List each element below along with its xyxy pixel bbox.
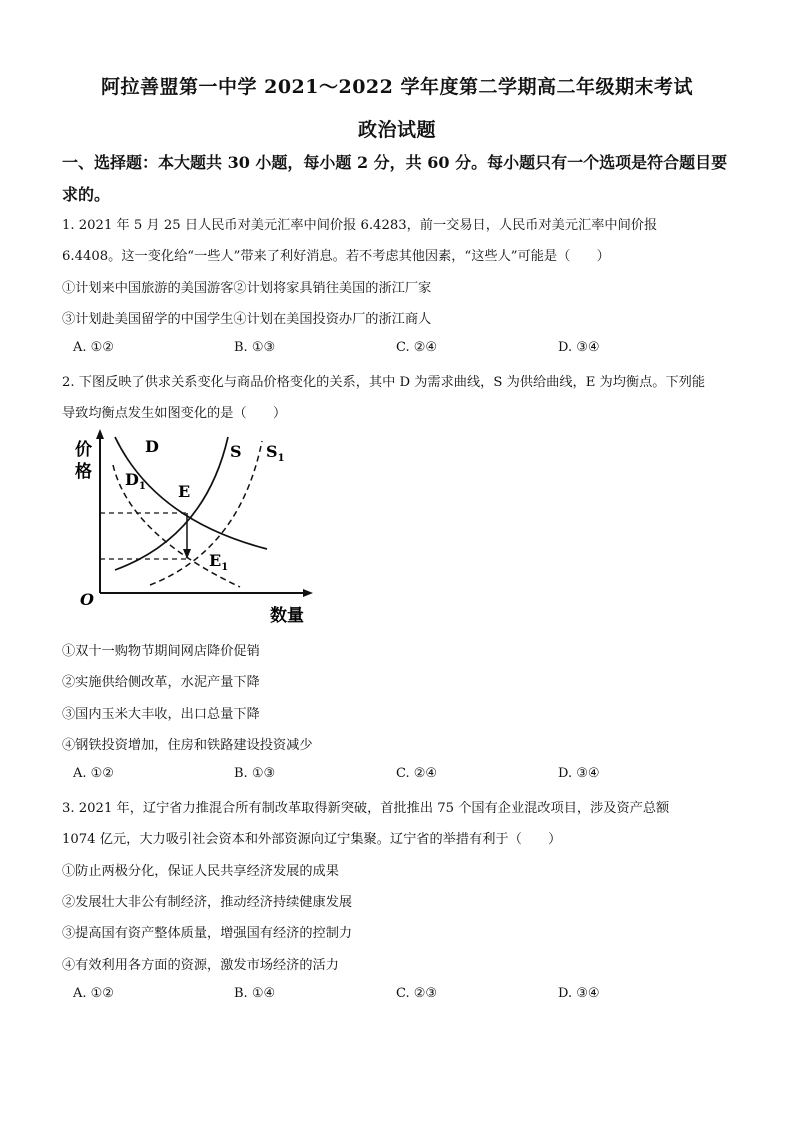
x-axis-arrow: [303, 589, 313, 597]
q2-item-3: ③国内玉米大丰收，出口总量下降: [62, 707, 260, 722]
label-E: E: [178, 482, 191, 501]
q3-item-4: ④有效利用各方面的资源，激发市场经济的活力: [62, 958, 339, 973]
q3-item-2: ②发展壮大非公有制经济，推动经济持续健康发展: [62, 895, 353, 910]
q1-option-b[interactable]: B. ①③: [234, 340, 276, 355]
y-axis-arrow: [96, 429, 104, 439]
q1-item-line2: ③计划赴美国留学的中国学生④计划在美国投资办厂的浙江商人: [62, 312, 432, 327]
q2-option-c[interactable]: C. ②④: [396, 766, 438, 781]
q3-option-d[interactable]: D. ③④: [558, 986, 600, 1001]
demand-curve-D: [115, 437, 267, 549]
q2-stem-line1: 2. 下图反映了供求关系变化与商品价格变化的关系，其中 D 为需求曲线，S 为供给曲线，E 为均衡点。下列能: [62, 375, 706, 390]
x-axis-label: 数量: [270, 606, 304, 626]
label-D: D: [145, 437, 159, 456]
section-heading: 一、选择题：本大题共 30 小题，每小题 2 分，共 60 分。每小题只有一个选项是符合题目要: [62, 153, 728, 172]
q1-stem-line2: 6.4408。这一变化给“一些人”带来了利好消息。若不考虑其他因素，“这些人”可能是（ ）: [62, 249, 610, 264]
q1-option-d[interactable]: D. ③④: [558, 340, 600, 355]
q2-item-1: ①双十一购物节期间网店降价促销: [62, 644, 260, 659]
page-subtitle: 政治试题: [357, 119, 436, 141]
shift-arrow-head: [183, 549, 191, 559]
q3-item-3: ③提高国有资产整体质量，增强国有经济的控制力: [62, 926, 353, 941]
label-E1: $E_1$: [209, 551, 229, 573]
q1-option-a[interactable]: A. ①②: [73, 340, 114, 355]
q3-item-1: ①防止两极分化，保证人民共享经济发展的成果: [62, 864, 339, 879]
q2-option-a[interactable]: A. ①②: [73, 766, 114, 781]
label-S1: $S_1$: [266, 442, 285, 464]
q2-item-4: ④钢铁投资增加，住房和铁路建设投资减少: [62, 738, 313, 753]
label-S: S: [230, 442, 242, 461]
q2-item-2: ②实施供给侧改革，水泥产量下降: [62, 675, 260, 690]
label-D1: $D_1$: [125, 470, 146, 492]
supply-demand-chart: [70, 425, 330, 630]
q1-option-c[interactable]: C. ②④: [396, 340, 438, 355]
q3-option-a[interactable]: A. ①②: [73, 986, 114, 1001]
origin-label: O: [80, 590, 94, 609]
q3-stem-line1: 3. 2021 年，辽宁省力推混合所有制改革取得新突破，首批推出 75 个国有企业混改项目，涉及资产总额: [62, 801, 670, 816]
q1-stem-line1: 1. 2021 年 5 月 25 日人民币对美元汇率中间价报 6.4283，前一交易日，人民币对美元汇率中间价报: [62, 218, 658, 233]
q2-option-b[interactable]: B. ①③: [234, 766, 276, 781]
y-axis-label-1: 价: [75, 440, 92, 460]
q2-stem-line2: 导致均衡点发生如图变化的是（ ）: [62, 406, 287, 421]
q1-item-line1: ①计划来中国旅游的美国游客②计划将家具销往美国的浙江厂家: [62, 281, 432, 296]
q2-option-d[interactable]: D. ③④: [558, 766, 600, 781]
y-axis-label-2: 格: [75, 462, 92, 482]
q3-option-b[interactable]: B. ①④: [234, 986, 276, 1001]
page-title: 阿拉善盟第一中学 2021～2022 学年度第二学期高二年级期末考试: [101, 76, 693, 98]
section-heading-cont: 求的。: [62, 185, 111, 204]
q3-stem-line2: 1074 亿元，大力吸引社会资本和外部资源向辽宁集聚。辽宁省的举措有利于（ ）: [62, 832, 562, 847]
q3-option-c[interactable]: C. ②③: [396, 986, 438, 1001]
